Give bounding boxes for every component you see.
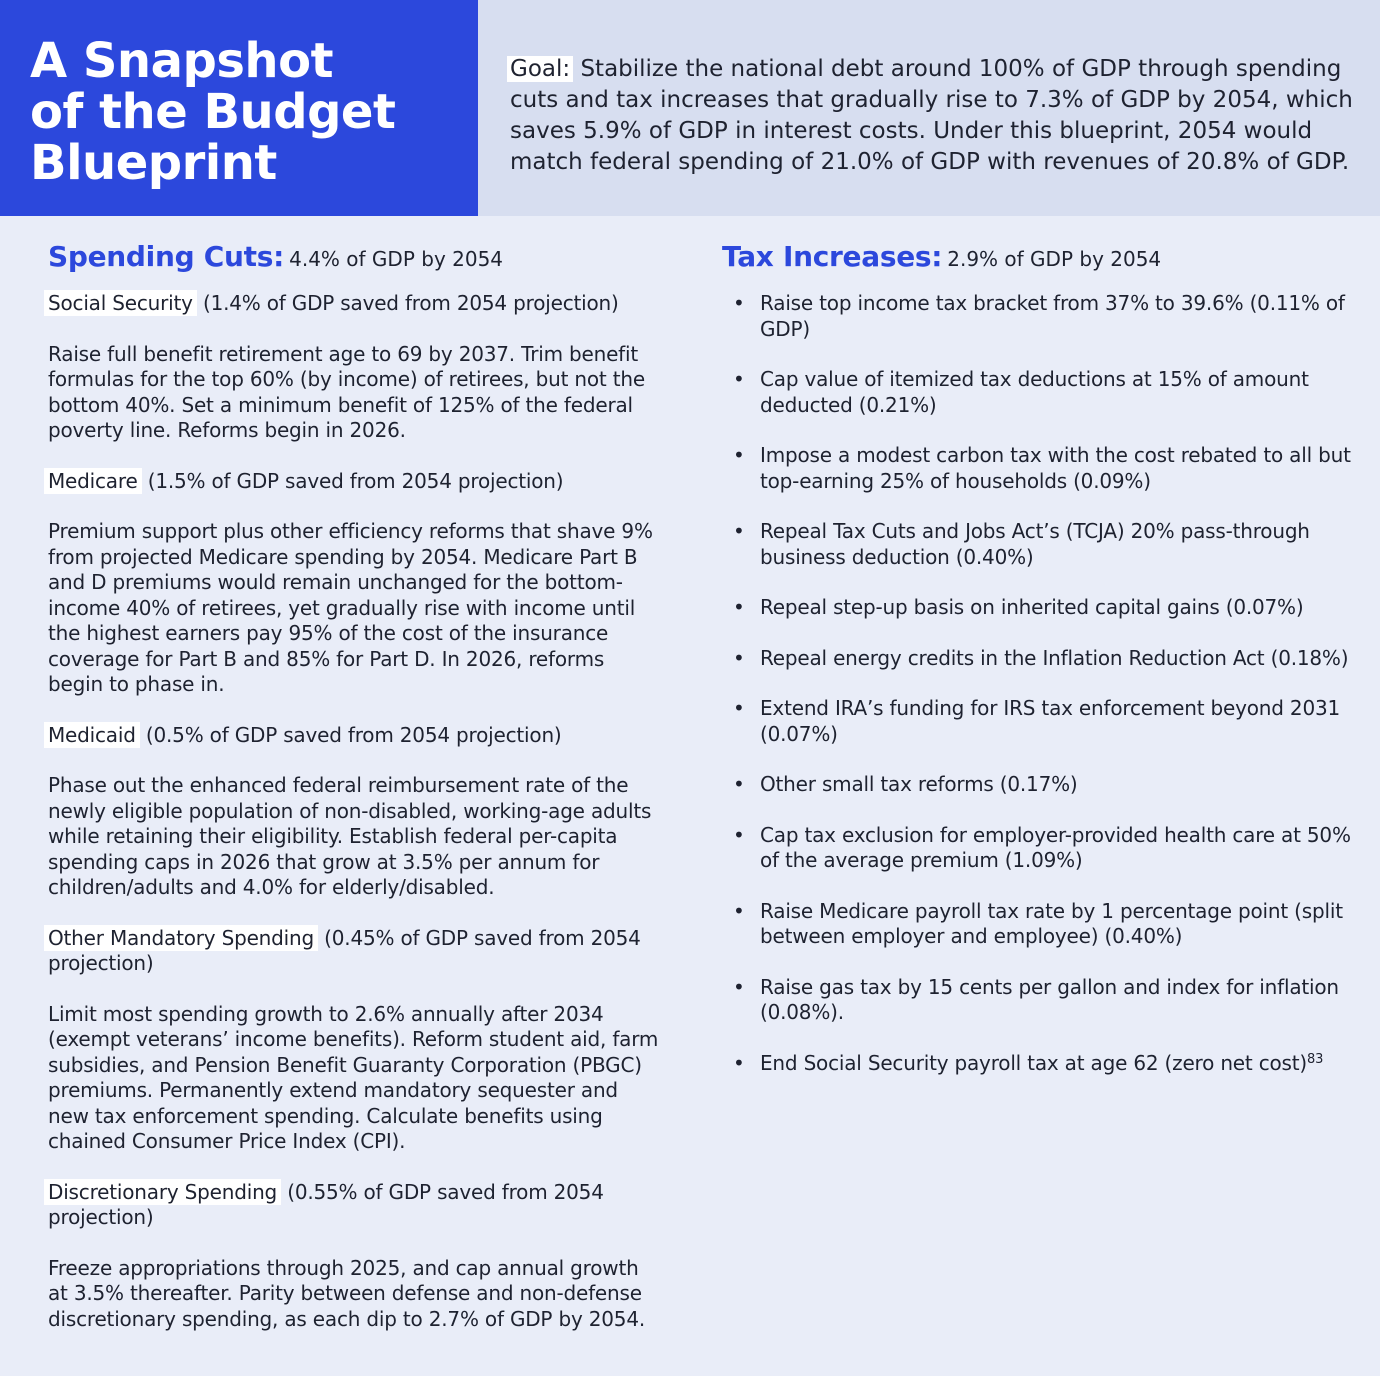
tax-item-text: Other small tax reforms (0.17%) [760,772,1078,796]
tax-item-text: Cap tax exclusion for employer-provided health care at 50% of the average premium (1.09%) [760,822,1351,872]
page-title [30,33,478,191]
spending-item-description: Raise full benefit retirement age to 69 by 2037. Trim benefit formulas for the top 60% (by income) of retirees, but not the bottom 40%. Set a minimum benefit of 125% of the federal poverty line. Reforms begin in 2026. [48,341,645,442]
title-line-3: Blueprint [30,135,277,191]
spending-item-description: Limit most spending growth to 2.6% annually after 2034 (exempt veterans’ income benefits). Reform student aid, farm subsidies, and Pension Benefit Guaranty Corporation (PBGC) premiums. Permanently extend mandatory sequester and new tax enforcement spending. Calculate benefits using chained Consumer Price Index (CPI). [48,1001,659,1153]
list-item [722,646,1360,672]
tax-item-text: Cap value of itemized tax deductions at 15% of amount deducted (0.21%) [760,367,1309,417]
spending-item-medicare [48,469,664,698]
title-line-2: of the Budget [30,84,396,140]
spending-item-social-security [48,291,664,444]
tax-item-text: Repeal Tax Cuts and Jobs Act’s (TCJA) 20% pass-through business deduction (0.40%) [760,519,1310,569]
spending-item-description: Freeze appropriations through 2025, and cap annual growth at 3.5% thereafter. Parity between defense and non-defense discretionary spending, as each dip to 2.7% of GDP by 2054. [48,1255,645,1331]
tax-item-text: Raise top income tax bracket from 37% to 39.6% (0.11% of GDP) [760,291,1345,341]
spending-item-header [48,926,664,977]
spending-item-label: Medicare [44,468,142,494]
tax-item-text: Raise Medicare payroll tax rate by 1 percentage point (split between employer and employee) (0.40%) [760,898,1343,948]
list-item [722,696,1360,747]
bullet-icon: • [733,291,745,315]
tax-item-text: End Social Security payroll tax at age 62 (zero net cost) [760,1050,1308,1075]
list-item [722,443,1360,494]
spending-item-description: Phase out the enhanced federal reimbursement rate of the newly eligible population of non-disabled, working-age adults while retaining their eligibility. Establish federal per-capita spending caps in 2026 that grow at 3.5% per annum for children/adults and 4.0% for elderly/disabled. [48,773,652,899]
tax-item-text: Repeal step-up basis on inherited capital gains (0.07%) [760,595,1304,619]
spending-item-description: Premium support plus other efficiency reforms that shave 9% from projected Medicare spending by 2054. Medicare Part B and D premiums would remain unchanged for the bottom-income 40% of retirees, yet gradually rise with income until the highest earners pay 95% of the cost of the insurance coverage for Part B and 85% for Part D. In 2026, reforms begin to phase in. [48,519,653,696]
spending-cuts-subtitle: 4.4% of GDP by 2054 [289,247,504,271]
list-item [722,899,1360,950]
spending-item-label: Social Security [44,290,197,316]
spending-item-saving: (0.5% of GDP saved from 2054 projection) [145,722,562,747]
bullet-icon: • [733,367,745,391]
spending-cuts-heading [48,240,664,273]
spending-item-medicaid [48,723,664,901]
list-item [722,1051,1360,1077]
spending-item-header [48,723,664,749]
goal-block [478,0,1380,216]
bullet-icon: • [733,822,745,847]
list-item [722,291,1360,342]
spending-item-header [48,291,664,317]
spending-item-label: Discretionary Spending [44,1179,281,1205]
bullet-icon: • [733,645,745,670]
tax-item-text: Raise gas tax by 15 cents per gallon and index for inflation (0.08%). [760,974,1339,1024]
spending-item-other-mandatory [48,926,664,1155]
spending-cuts-column [0,240,674,1357]
spending-item-saving: (1.4% of GDP saved from 2054 projection) [202,291,619,315]
tax-item-text: Extend IRA’s funding for IRS tax enforcement beyond 2031 (0.07%) [760,696,1341,746]
spending-item-saving: (1.5% of GDP saved from 2054 projection) [147,468,564,493]
spending-item-header [48,469,664,495]
bullet-icon: • [733,772,745,796]
spending-cuts-title: Spending Cuts: [48,240,285,273]
content-columns [0,216,1380,1357]
bullet-icon: • [733,595,745,619]
footnote-marker: 83 [1307,1051,1324,1067]
list-item [722,595,1360,621]
tax-increases-list [722,291,1360,1076]
title-line-1: A Snapshot [30,33,334,89]
list-item [722,975,1360,1026]
tax-item-text: Repeal energy credits in the Inflation Reduction Act (0.18%) [760,645,1349,670]
header [0,0,1380,216]
tax-increases-column [674,240,1380,1357]
tax-increases-title: Tax Increases: [722,240,943,273]
tax-increases-subtitle: 2.9% of GDP by 2054 [947,247,1162,271]
list-item [722,823,1360,874]
list-item [722,367,1360,418]
tax-item-text: Impose a modest carbon tax with the cost rebated to all but top-earning 25% of households (0.09%) [760,443,1351,493]
list-item [722,772,1360,798]
bullet-icon: • [733,519,745,543]
bullet-icon: • [733,696,745,720]
tax-increases-heading [722,240,1360,273]
spending-item-label: Medicaid [44,722,140,748]
title-block [0,0,478,216]
spending-item-saving: (0.45% of GDP saved from 2054 projection) [48,925,641,975]
goal-text: Stabilize the national debt around 100% of GDP through spending cuts and tax increases that gradually rise to 7.3% of GDP by 2054, which saves 5.9% of GDP in interest costs. Under this blueprint, 2054 would match federal spending of 21.0% of GDP with revenues of 20.8% of GDP. [510,56,1353,175]
bullet-icon: • [733,974,745,999]
bullet-icon: • [733,1050,745,1075]
bullet-icon: • [733,898,745,923]
spending-item-label: Other Mandatory Spending [44,925,318,951]
list-item [722,519,1360,570]
spending-item-discretionary [48,1180,664,1333]
bullet-icon: • [733,443,745,467]
spending-item-saving: (0.55% of GDP saved from 2054 projection) [48,1179,604,1229]
goal-label: Goal: [507,56,573,82]
spending-item-header [48,1180,664,1231]
